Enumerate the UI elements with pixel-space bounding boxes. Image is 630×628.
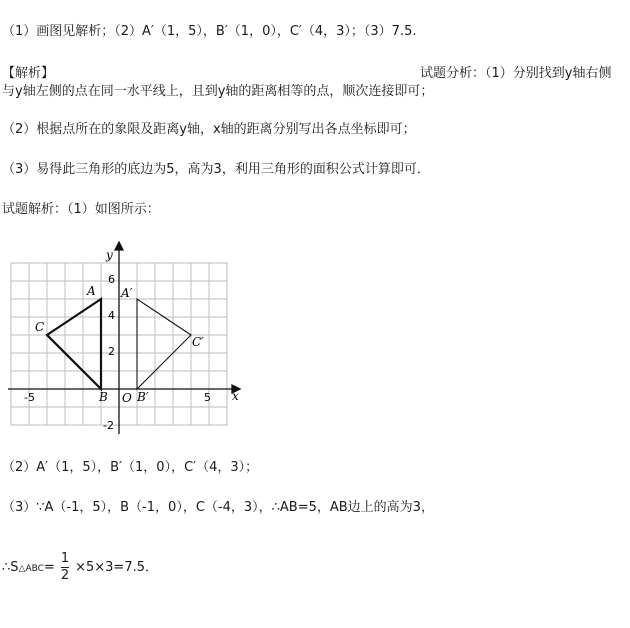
tick-x-5: 5 <box>204 391 211 404</box>
area-eq: = <box>43 560 55 575</box>
area-fraction <box>61 552 69 583</box>
area-formula <box>2 552 158 583</box>
tick-y-4: 4 <box>108 309 115 322</box>
fraction-denominator: 2 <box>60 568 70 583</box>
area-rest: ×5×3=7.5． <box>75 560 159 575</box>
label-B-prime: B′ <box>137 390 149 404</box>
label-A: A <box>87 284 96 298</box>
tick-x-neg5: -5 <box>24 391 35 404</box>
y-axis-label: y <box>106 248 113 262</box>
triangle-abc <box>47 299 101 389</box>
solution-header: 试题解析：（1）如图所示： <box>2 202 160 217</box>
tick-y-2: 2 <box>108 345 115 358</box>
analysis-intro: 试题分析：（1）分别找到y轴右侧 <box>420 66 612 81</box>
x-axis-label: x <box>232 389 239 403</box>
analysis-line-1: 与y轴左侧的点在同一水平线上，且到y轴的距离相等的点，顺次连接即可； <box>2 84 434 99</box>
area-subscript: △ABC <box>18 564 44 574</box>
tick-y-neg2: -2 <box>103 419 114 432</box>
analysis-line-3: （3）易得此三角形的底边为5，高为3，利用三角形的面积公式计算即可． <box>2 162 430 177</box>
analysis-header: 【解析】 <box>2 66 55 81</box>
label-C: C <box>35 320 45 334</box>
area-prefix: ∴S <box>2 560 19 575</box>
origin-label: O <box>122 391 132 405</box>
part2-line: （2）A′（1，5），B′（1，0），C′（4，3）； <box>2 460 259 475</box>
coordinate-figure <box>0 238 260 438</box>
y-axis-arrow-icon <box>115 242 123 250</box>
part3-line: （3）∵A（-1，5），B（-1，0），C（-4，3），∴AB=5，AB边上的高为3， <box>2 500 434 515</box>
label-B: B <box>99 390 108 404</box>
triangle-a-prime-b-prime-c-prime <box>137 299 191 389</box>
fraction-numerator: 1 <box>60 551 70 566</box>
analysis-line-2: （2）根据点所在的象限及距离y轴，x轴的距离分别写出各点坐标即可； <box>2 122 416 137</box>
label-C-prime: C′ <box>192 335 204 349</box>
axes <box>8 242 240 434</box>
label-A-prime: A′ <box>121 286 133 300</box>
answer-line: （1）画图见解析；（2）A′（1，5），B′（1，0），C′（4，3）；（3）7.5. <box>2 24 417 39</box>
tick-y-6: 6 <box>108 273 115 286</box>
